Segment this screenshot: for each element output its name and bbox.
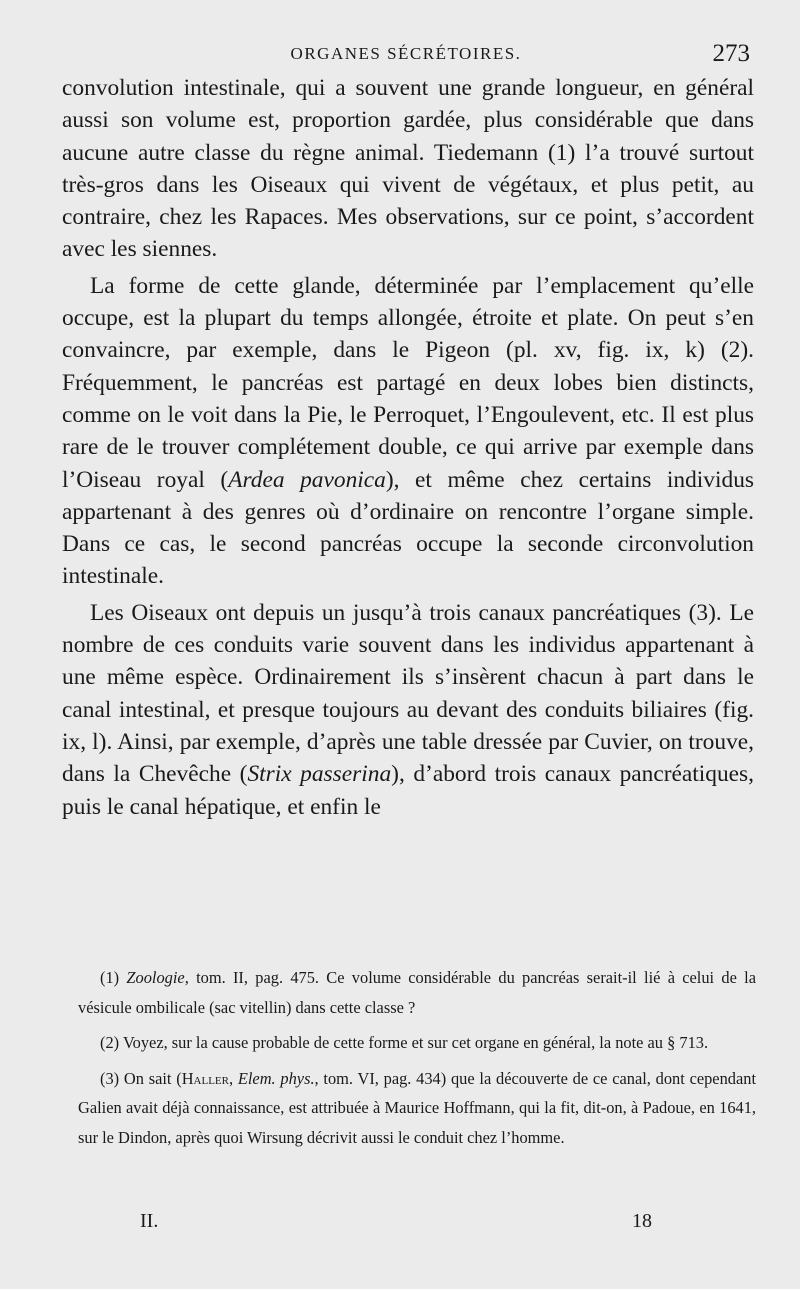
footnote-3-text: , tom. VI, pag. 434) que la découverte de ce canal, dont cependant Galien avait déjà connaissance, est attribuée à Maurice Hoffmann, qui la fit, dit-on, à Padoue, en 1641, sur le Dindon, après quoi Wirsung décrivit aussi le conduit chez l’homme. <box>78 1068 756 1147</box>
footnote-3-pre: On sait ( <box>123 1068 182 1088</box>
paragraph-3 <box>62 597 754 823</box>
footnote-2-marker: (2) <box>100 1033 120 1052</box>
paragraph-2-text-b: ), et même chez certains individus appartenant à des genres où d’ordinaire on rencontre l’organe simple. Dans ce cas, le second pancréas occupe la seconde circonvolution intestinale. <box>62 466 754 590</box>
footnote-1-text: , tom. II, pag. 475. Ce volume considérable du pancréas serait-il lié à celui de la vésicule ombilicale (sac vitellin) dans cette classe ? <box>78 968 756 1017</box>
gathering-number: 18 <box>632 1210 652 1232</box>
footnote-1 <box>78 963 756 1022</box>
footnote-3 <box>78 1064 756 1153</box>
footnote-3-marker: (3) <box>100 1068 120 1088</box>
signature-mark: II. <box>140 1210 159 1232</box>
species-name-ardea: Ardea pavonica <box>228 466 386 493</box>
paragraph-1 <box>62 72 754 266</box>
footnote-3-work-title: Elem. phys. <box>237 1068 315 1088</box>
page-header <box>62 40 750 70</box>
footnote-3-author: Haller <box>181 1068 229 1088</box>
running-title: ORGANES SÉCRÉTOIRES. <box>290 44 522 63</box>
footnote-1-work-title: Zoologie <box>126 968 185 987</box>
paragraph-3-text-b: ), d’abord trois canaux pancréatiques, puis le canal hépatique, et enfin le <box>62 761 755 820</box>
paragraph-3-text-a: Les Oiseaux ont depuis un jusqu’à trois canaux pancréatiques (3). Le nombre de ces conduits varie souvent dans les individus appartenant à une même espèce. Ordinairement ils s’insèrent chacun à part dans le canal intestinal, et presque toujours au devant des conduits biliaires (fig. ix, l). Ainsi, par exemple, d’après une table dressée par Cuvier, on trouve, dans la Chevêche ( <box>62 599 754 788</box>
page-number: 273 <box>712 40 750 67</box>
footnote-2-text: Voyez, sur la cause probable de cette forme et sur cet organe en général, la note au § 713. <box>122 1033 709 1052</box>
paragraph-1-text: convolution intestinale, qui a souvent une grande longueur, en général aussi son volume est, proportion gardée, plus considérable que dans aucune autre classe du règne animal. Tiedemann (1) l’a trouvé surtout très-gros dans les Oiseaux qui vivent de végétaux, et plus petit, au contraire, chez les Rapaces. Mes observations, sur ce point, s’accordent avec les siennes. <box>62 75 754 263</box>
footnotes <box>78 963 756 1158</box>
footnote-2 <box>78 1028 756 1058</box>
main-text <box>62 72 754 823</box>
footnote-1-marker: (1) <box>100 968 120 987</box>
paragraph-2 <box>62 270 754 593</box>
species-name-strix: Strix passerina <box>247 761 392 788</box>
footnote-3-sep: , <box>228 1068 238 1088</box>
paragraph-2-text-a: La forme de cette glande, déterminée par l’emplacement qu’elle occupe, est la plupart du temps allongée, étroite et plate. On peut s’en convaincre, par exemple, dans le Pigeon (pl. xv, fig. ix, k) (2). Fréquemment, le pancréas est partagé en deux lobes bien distincts, comme on le voit dans la Pie, le Perroquet, l’Engoulevent, etc. Il est plus rare de le trouver complétement double, ce qui arrive par exemple dans l’Oiseau royal ( <box>62 272 754 493</box>
page-footer <box>140 1210 660 1238</box>
